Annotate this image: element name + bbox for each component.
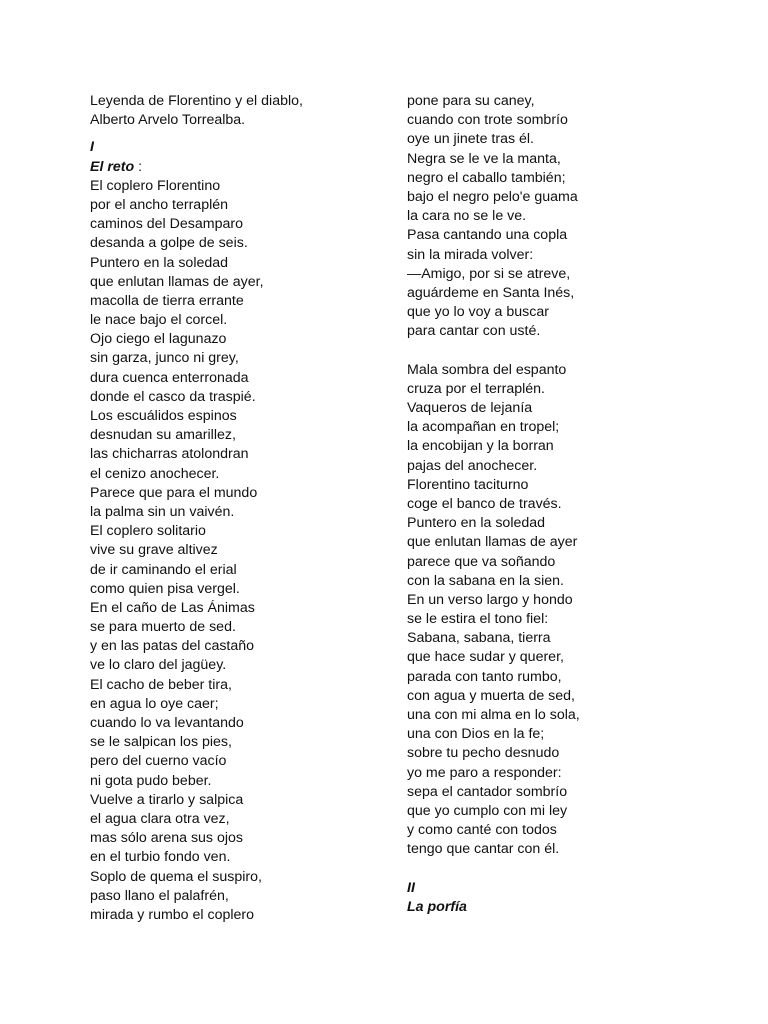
section-1-numeral: I bbox=[90, 139, 94, 156]
poem-line: ve lo claro del jagüey. bbox=[90, 657, 227, 674]
right-column bbox=[407, 92, 737, 917]
poem-line: pajas del anochecer. bbox=[407, 457, 538, 474]
poem-line: la encobijan y la borran bbox=[407, 438, 554, 455]
section-1-heading-colon: : bbox=[134, 158, 143, 175]
poem-line: negro el caballo también; bbox=[407, 169, 566, 186]
poem-line: El cacho de beber tira, bbox=[90, 676, 232, 693]
poem-line: mirada y rumbo el coplero bbox=[90, 906, 255, 923]
poem-line: En el caño de Las Ánimas bbox=[90, 599, 255, 616]
poem-line: parada con tanto rumbo, bbox=[407, 668, 562, 685]
poem-line: que enlutan llamas de ayer bbox=[407, 534, 578, 551]
section-1-heading-line bbox=[90, 158, 390, 177]
poem-stanza-1 bbox=[407, 92, 737, 341]
poem-line: macolla de tierra errante bbox=[90, 292, 244, 309]
poem-line: en el turbio fondo ven. bbox=[90, 849, 231, 866]
poem-line: sepa el cantador sombrío bbox=[407, 783, 568, 800]
poem-line: desnudan su amarillez, bbox=[90, 427, 236, 444]
poem-line: cuando con trote sombrío bbox=[407, 112, 568, 129]
poem-line: las chicharras atolondran bbox=[90, 446, 249, 463]
poem-line: vive su grave altivez bbox=[90, 542, 218, 559]
poem-line: tengo que cantar con él. bbox=[407, 841, 560, 858]
poem-line: —Amigo, por si se atreve, bbox=[407, 265, 571, 282]
poem-line: se para muerto de sed. bbox=[90, 619, 236, 636]
poem-line: se le estira el tono fiel: bbox=[407, 611, 549, 628]
poem-line: donde el casco da traspié. bbox=[90, 388, 256, 405]
poem-line: de ir caminando el erial bbox=[90, 561, 237, 578]
poem-line: para cantar con usté. bbox=[407, 323, 541, 340]
poem-line: pone para su caney, bbox=[407, 93, 535, 109]
document-author: Alberto Arvelo Torrealba. bbox=[90, 112, 246, 129]
poem-line: que yo cumplo con mi ley bbox=[407, 802, 568, 819]
poem-line: y en las patas del castaño bbox=[90, 638, 255, 655]
poem-line: con la sabana en la sien. bbox=[407, 572, 564, 589]
poem-line: una con Dios en la fe; bbox=[407, 726, 545, 743]
poem-line: una con mi alma en lo sola, bbox=[407, 707, 580, 723]
spacer bbox=[90, 130, 390, 138]
poem-line: que enlutan llamas de ayer, bbox=[90, 273, 264, 290]
poem-line: el agua clara otra vez, bbox=[90, 810, 230, 827]
section-1-heading: El reto bbox=[90, 158, 135, 175]
poem-line: Vuelve a tirarlo y salpica bbox=[90, 791, 244, 808]
poem-line: ni gota pudo beber. bbox=[90, 772, 212, 789]
poem-line: Puntero en la soledad bbox=[90, 254, 229, 271]
poem-line: Puntero en la soledad bbox=[407, 515, 546, 532]
poem-line: sin la mirada volver: bbox=[407, 246, 534, 263]
poem-line: desanda a golpe de seis. bbox=[90, 235, 248, 252]
poem-left-column bbox=[90, 177, 390, 925]
poem-line: sin garza, junco ni grey, bbox=[90, 350, 239, 367]
poem-line: con agua y muerta de sed, bbox=[407, 687, 575, 704]
poem-line: y como canté con todos bbox=[407, 822, 557, 839]
poem-line: Negra se le ve la manta, bbox=[407, 150, 561, 167]
poem-line: la cara no se le ve. bbox=[407, 208, 527, 225]
poem-line: se le salpican los pies, bbox=[90, 734, 232, 751]
poem-line: pero del cuerno vacío bbox=[90, 753, 227, 770]
poem-line: bajo el negro pelo'e guama bbox=[407, 188, 578, 205]
poem-line: sobre tu pecho desnudo bbox=[407, 745, 560, 762]
poem-line: por el ancho terraplén bbox=[90, 196, 229, 213]
poem-line: Florentino taciturno bbox=[407, 476, 529, 493]
poem-line: cuando lo va levantando bbox=[90, 715, 244, 731]
poem-line: Soplo de quema el suspiro, bbox=[90, 868, 262, 885]
poem-line: parece que va soñando bbox=[407, 553, 556, 570]
poem-line: Vaqueros de lejanía bbox=[407, 400, 533, 416]
poem-line: la acompañan en tropel; bbox=[407, 419, 560, 436]
poem-stanza-2 bbox=[407, 361, 737, 860]
poem-line: En un verso largo y hondo bbox=[407, 591, 573, 608]
poem-line: que yo lo voy a buscar bbox=[407, 304, 549, 321]
poem-line: le nace bajo el corcel. bbox=[90, 312, 228, 329]
stanza-break bbox=[407, 341, 737, 360]
poem-line: Los escuálidos espinos bbox=[90, 408, 237, 424]
poem-line: Sabana, sabana, tierra bbox=[407, 630, 551, 647]
poem-line: oye un jinete tras él. bbox=[407, 131, 534, 148]
poem-line: Parece que para el mundo bbox=[90, 484, 258, 501]
poem-line: el cenizo anochecer. bbox=[90, 465, 220, 482]
poem-line: Pasa cantando una copla bbox=[407, 227, 568, 244]
left-column bbox=[90, 92, 390, 925]
poem-line: aguárdeme en Santa Inés, bbox=[407, 284, 575, 301]
poem-line: en agua lo oye caer; bbox=[90, 695, 219, 712]
poem-line: coge el banco de través. bbox=[407, 495, 562, 512]
poem-line: dura cuenca enterronada bbox=[90, 369, 249, 386]
poem-line: cruza por el terraplén. bbox=[407, 380, 546, 397]
poem-line: El coplero solitario bbox=[90, 523, 206, 540]
poem-line: paso llano el palafrén, bbox=[90, 887, 229, 904]
poem-line: El coplero Florentino bbox=[90, 177, 221, 194]
document-title: Leyenda de Florentino y el diablo, bbox=[90, 93, 303, 109]
section-2-numeral: II bbox=[407, 879, 415, 896]
poem-line: que hace sudar y querer, bbox=[407, 649, 564, 666]
section-2-heading: La porfía bbox=[407, 898, 467, 915]
poem-line: Ojo ciego el lagunazo bbox=[90, 331, 227, 348]
poem-line: yo me paro a responder: bbox=[407, 764, 562, 781]
poem-line: la palma sin un vaivén. bbox=[90, 503, 235, 520]
poem-line: como quien pisa vergel. bbox=[90, 580, 240, 597]
poem-line: Mala sombra del espanto bbox=[407, 361, 567, 378]
poem-line: mas sólo arena sus ojos bbox=[90, 830, 243, 847]
poem-line: caminos del Desamparo bbox=[90, 216, 243, 233]
stanza-break bbox=[407, 860, 737, 879]
